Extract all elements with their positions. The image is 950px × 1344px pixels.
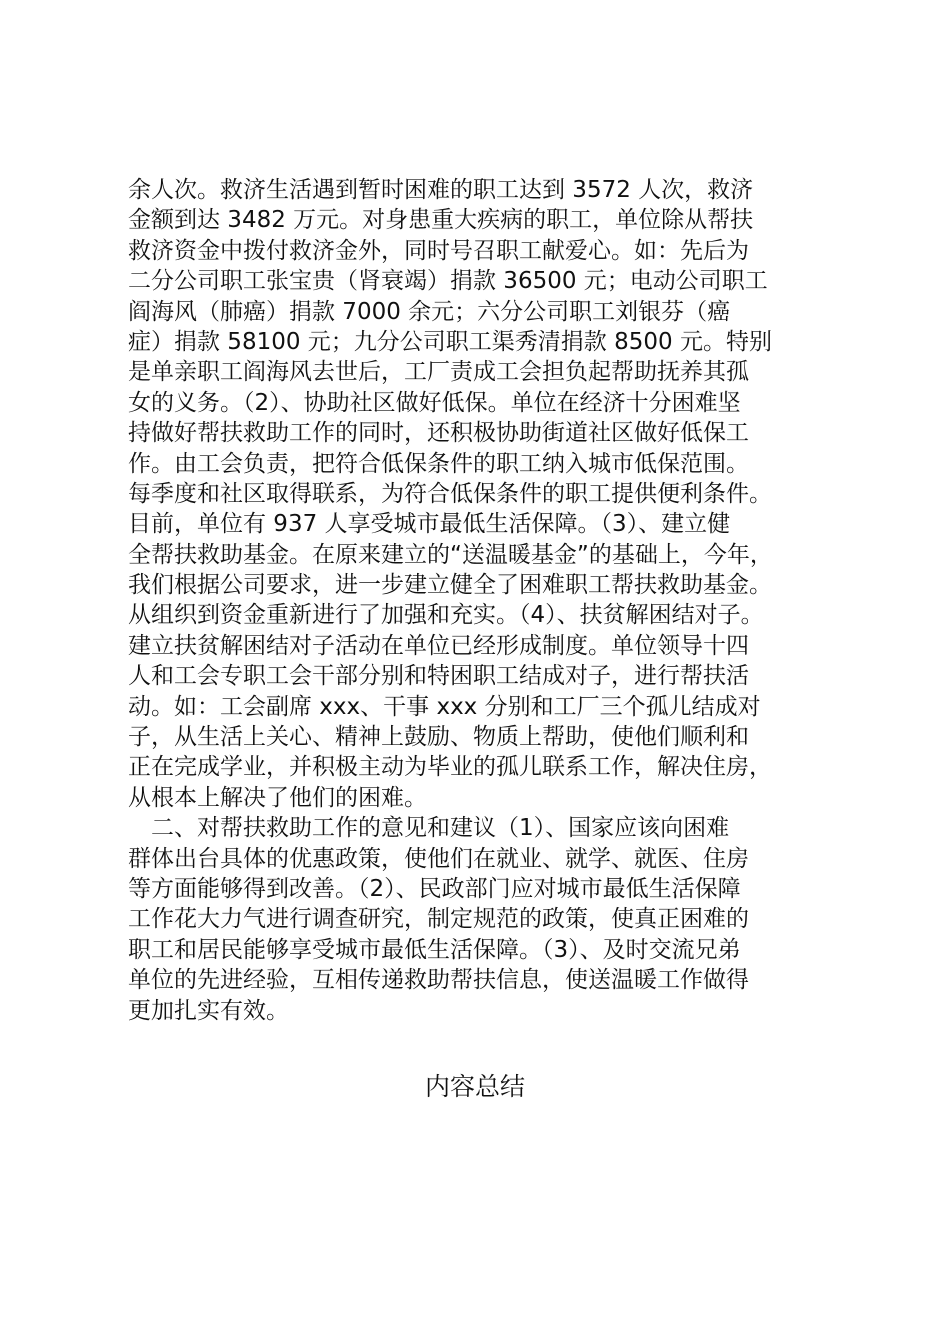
- text-line: 我们根据公司要求，进一步建立健全了困难职工帮扶救助基金。: [128, 572, 772, 599]
- text-line: 是单亲职工阎海风去世后，工厂责成工会担负起帮助抚养其孤: [128, 359, 749, 386]
- text-line: 单位的先进经验，互相传递救助帮扶信息，使送温暖工作做得: [128, 967, 749, 994]
- text-line: 职工和居民能够享受城市最低生活保障。（3）、及时交流兄弟: [128, 936, 741, 963]
- text-line: 持做好帮扶救助工作的同时，还积极协助街道社区做好低保工: [128, 420, 749, 447]
- text-line: 群体出台具体的优惠政策，使他们在就业、就学、就医、住房: [128, 845, 749, 872]
- text-line: 金额到达 3482 万元。对身患重大疾病的职工，单位除从帮扶: [128, 207, 754, 234]
- text-line: 每季度和社区取得联系，为符合低保条件的职工提供便利条件。: [128, 480, 772, 507]
- text-line: 人和工会专职工会干部分别和特困职工结成对子，进行帮扶活: [128, 663, 749, 690]
- text-line: 动。如：工会副席 xxx、干事 xxx 分别和工厂三个孤儿结成对: [128, 693, 761, 720]
- text-line: 从组织到资金重新进行了加强和充实。（4）、扶贫解困结对子。: [128, 602, 764, 629]
- text-line: 工作花大力气进行调查研究，制定规范的政策，使真正困难的: [128, 906, 749, 933]
- text-line: 余人次。救济生活遇到暂时困难的职工达到 3572 人次，救济: [128, 177, 754, 203]
- text-line: 女的义务。（2）、协助社区做好低保。单位在经济十分困难坚: [128, 389, 741, 416]
- text-line: 阎海风（肺癌）捐款 7000 余元；六分公司职工刘银芬（癌: [128, 298, 731, 325]
- text-line: 从根本上解决了他们的困难。: [128, 784, 427, 811]
- text-line: 症）捐款 58100 元；九分公司职工渠秀清捐款 8500 元。特别: [128, 328, 772, 355]
- body-paragraphs: [128, 175, 848, 1026]
- text-line: 建立扶贫解困结对子活动在单位已经形成制度。单位领导十四: [128, 632, 749, 659]
- text-line: 救济资金中拨付救济金外，同时号召职工献爱心。如：先后为: [128, 237, 749, 264]
- text-line: 二、对帮扶救助工作的意见和建议（1）、国家应该向困难: [128, 815, 730, 842]
- section-title: 内容总结: [424, 1072, 525, 1101]
- text-line: 更加扎实有效。: [128, 997, 289, 1024]
- text-line: 目前，单位有 937 人享受城市最低生活保障。（3）、建立健: [128, 511, 731, 538]
- text-line: 作。由工会负责，把符合低保条件的职工纳入城市低保范围。: [128, 450, 749, 477]
- text-line: 正在完成学业，并积极主动为毕业的孤儿联系工作，解决住房，: [128, 754, 772, 781]
- text-line: 二分公司职工张宝贵（肾衰竭）捐款 36500 元；电动公司职工: [128, 268, 768, 295]
- text-line: 等方面能够得到改善。（2）、民政部门应对城市最低生活保障: [128, 875, 741, 902]
- text-line: 子，从生活上关心、精神上鼓励、物质上帮助，使他们顺利和: [128, 724, 749, 751]
- text-line: 全帮扶救助基金。在原来建立的“送温暖基金”的基础上，今年，: [128, 541, 773, 568]
